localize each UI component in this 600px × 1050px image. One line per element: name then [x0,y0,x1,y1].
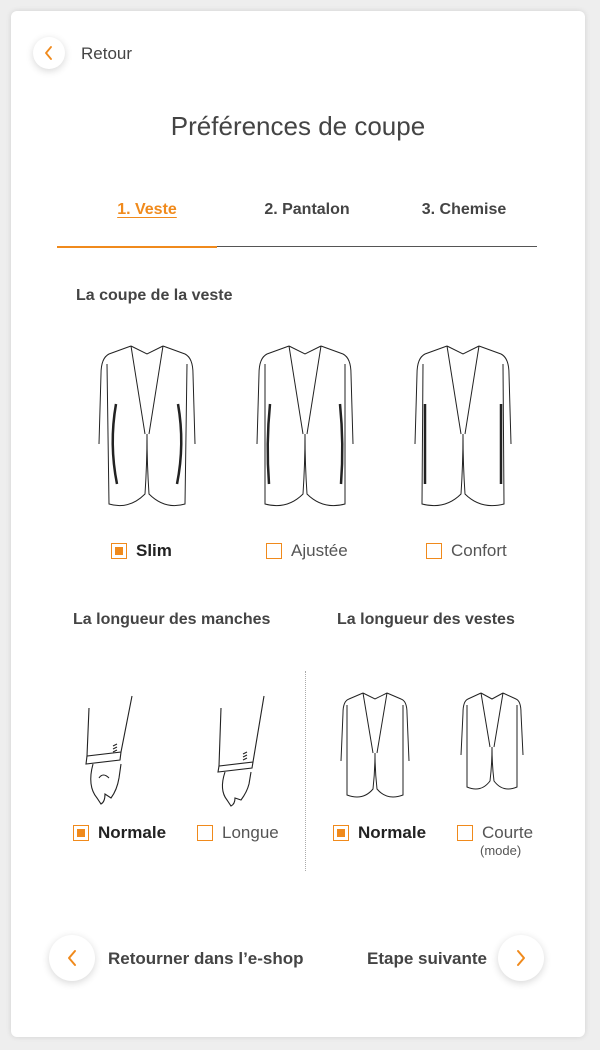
option-ajustee-label: Ajustée [291,541,348,560]
checkbox-slim[interactable] [111,543,127,559]
option-slim-label: Slim [136,541,172,560]
tab-pantalon[interactable]: 2. Pantalon [264,201,350,218]
option-length-normale-label: Normale [358,823,427,842]
back-to-shop-label[interactable]: Retourner dans l’e-shop [108,949,304,968]
checkbox-sleeve-normale[interactable] [73,825,89,841]
back-button[interactable] [33,37,65,69]
checkbox-ajustee[interactable] [266,543,282,559]
jacket-fit-title: La coupe de la veste [76,287,233,304]
option-length-courte-label: Courte [482,823,534,842]
option-length-normale[interactable] [333,823,426,843]
chevron-left-icon [65,949,79,967]
option-length-courte[interactable] [457,823,533,843]
option-sleeve-longue-label: Longue [222,823,279,842]
checkbox-length-courte[interactable] [457,825,473,841]
option-sleeve-normale[interactable] [73,823,166,843]
jacket-ajustee-illustration[interactable] [249,344,361,509]
option-length-courte-sublabel: (mode) [480,843,522,858]
option-slim[interactable] [111,541,172,561]
chevron-left-icon [43,46,55,60]
jacket-length-normale-illustration[interactable] [337,691,413,803]
next-step-label[interactable]: Etape suivante [367,949,487,968]
jacket-confort-illustration[interactable] [407,344,519,509]
back-to-shop-button[interactable] [49,935,95,981]
checkbox-length-normale[interactable] [333,825,349,841]
back-label[interactable]: Retour [81,44,133,63]
option-sleeve-longue[interactable] [197,823,279,843]
option-confort-label: Confort [451,541,507,560]
option-confort[interactable] [426,541,507,561]
jacket-slim-illustration[interactable] [91,344,203,509]
sleeve-normale-illustration[interactable] [77,694,139,809]
tab-active-indicator [57,246,217,248]
checkbox-confort[interactable] [426,543,442,559]
jacket-length-title: La longueur des vestes [337,611,515,628]
option-sleeve-normale-label: Normale [98,823,167,842]
next-step-button[interactable] [498,935,544,981]
jacket-length-courte-illustration[interactable] [457,691,527,795]
option-ajustee[interactable] [266,541,348,561]
section-divider [305,671,306,871]
sleeve-length-title: La longueur des manches [73,611,271,628]
chevron-right-icon [514,949,528,967]
tab-veste[interactable]: 1. Veste [117,201,177,218]
page-title: Préférences de coupe [170,111,426,141]
checkbox-sleeve-longue[interactable] [197,825,213,841]
sleeve-longue-illustration[interactable] [209,694,271,809]
tab-chemise[interactable]: 3. Chemise [421,201,507,218]
preferences-card [11,11,585,1037]
